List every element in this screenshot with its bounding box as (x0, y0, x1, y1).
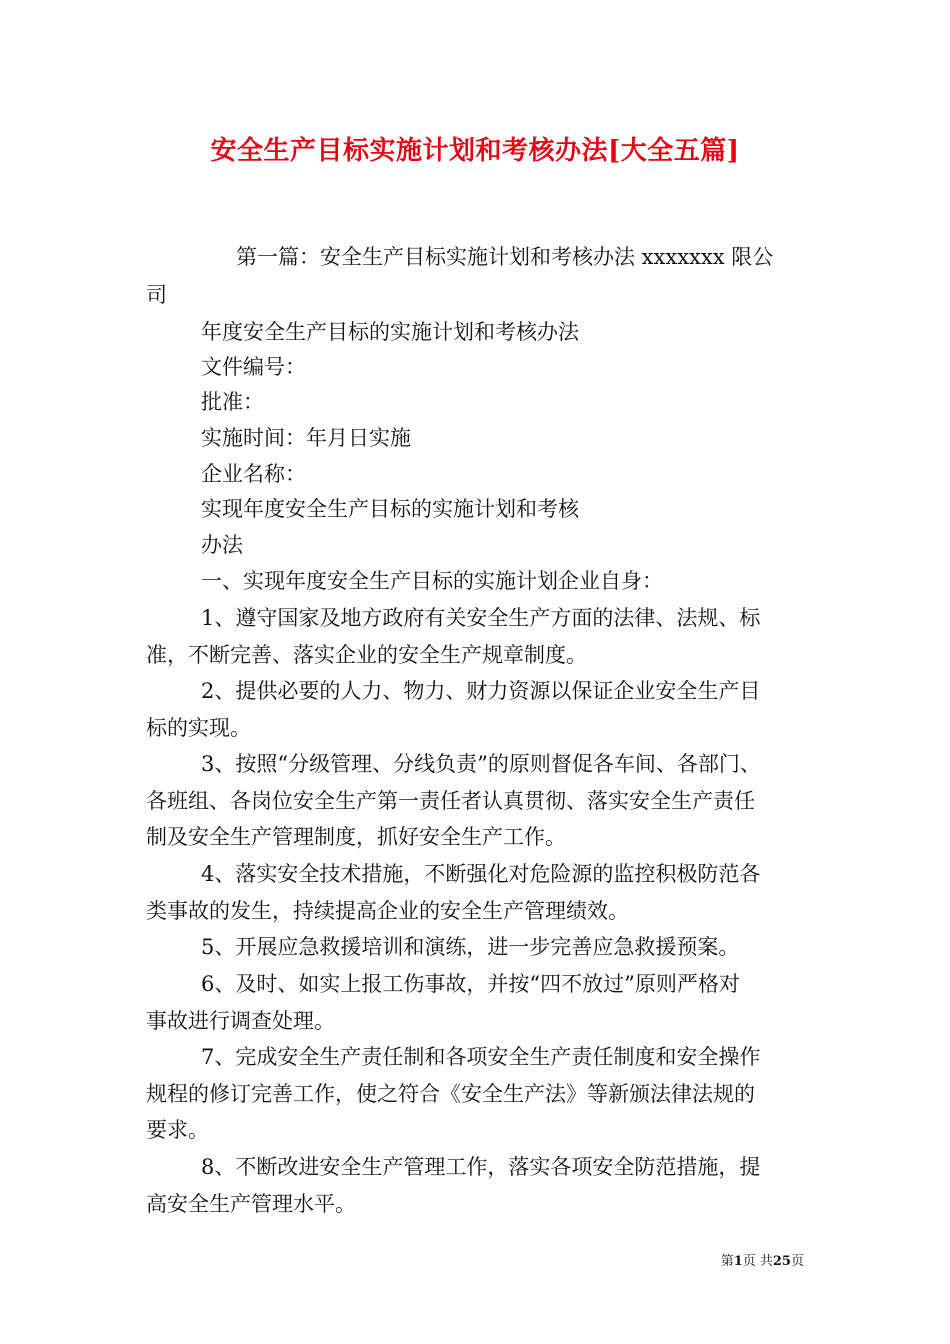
body-line: 5、开展应急救援培训和演练，进一步完善应急救援预案。 (201, 935, 740, 959)
body-line: 2、提供必要的人力、物力、财力资源以保证企业安全生产目 (201, 679, 761, 703)
body-line: 文件编号： (201, 355, 306, 379)
body-line: 年度安全生产目标的实施计划和考核办法 (201, 320, 579, 344)
document-title: 安全生产目标实施计划和考核办法[大全五篇] (210, 136, 740, 166)
body-line: 准，不断完善、落实企业的安全生产规章制度。 (146, 643, 587, 667)
body-line: 实现年度安全生产目标的实施计划和考核 (201, 497, 579, 521)
body-line: 3、按照“分级管理、分线负责”的原则督促各车间、各部门、 (201, 752, 761, 776)
body-line: 类事故的发生，持续提高企业的安全生产管理绩效。 (146, 899, 629, 923)
footer-prefix: 第 (720, 1254, 734, 1269)
body-line: 一、实现年度安全生产目标的实施计划企业自身： (201, 569, 663, 593)
body-line: 批准： (201, 390, 264, 414)
body-line: 实施时间：年月日实施 (201, 426, 411, 450)
body-line: 第一篇：安全生产目标实施计划和考核办法 xxxxxxx 限公 (236, 245, 774, 269)
body-line: 司 (146, 283, 167, 307)
body-line: 制及安全生产管理制度，抓好安全生产工作。 (146, 825, 566, 849)
body-line: 4、落实安全技术措施，不断强化对危险源的监控积极防范各 (201, 862, 761, 886)
page-number-footer (721, 1250, 804, 1269)
body-line: 要求。 (146, 1118, 209, 1142)
body-line: 7、完成安全生产责任制和各项安全生产责任制度和安全操作 (201, 1045, 761, 1069)
footer-total-pages: 25 (772, 1254, 791, 1269)
body-line: 1、遵守国家及地方政府有关安全生产方面的法律、法规、标 (201, 606, 761, 630)
body-line: 企业名称： (201, 462, 306, 486)
footer-middle: 页 共 (742, 1254, 773, 1269)
body-line: 标的实现。 (146, 716, 251, 740)
body-line: 办法 (201, 533, 243, 557)
body-line: 高安全生产管理水平。 (146, 1192, 356, 1216)
body-line: 各班组、各岗位安全生产第一责任者认真贯彻、落实安全生产责任 (146, 789, 755, 813)
body-line: 6、及时、如实上报工伤事故，并按“四不放过”原则严格对 (201, 972, 740, 996)
body-line: 事故进行调查处理。 (146, 1009, 335, 1033)
footer-suffix: 页 (790, 1254, 804, 1269)
body-line: 规程的修订完善工作，使之符合《安全生产法》等新颁法律法规的 (146, 1082, 755, 1106)
body-line: 8、不断改进安全生产管理工作，落实各项安全防范措施，提 (201, 1155, 761, 1179)
footer-page-number: 1 (733, 1254, 743, 1269)
